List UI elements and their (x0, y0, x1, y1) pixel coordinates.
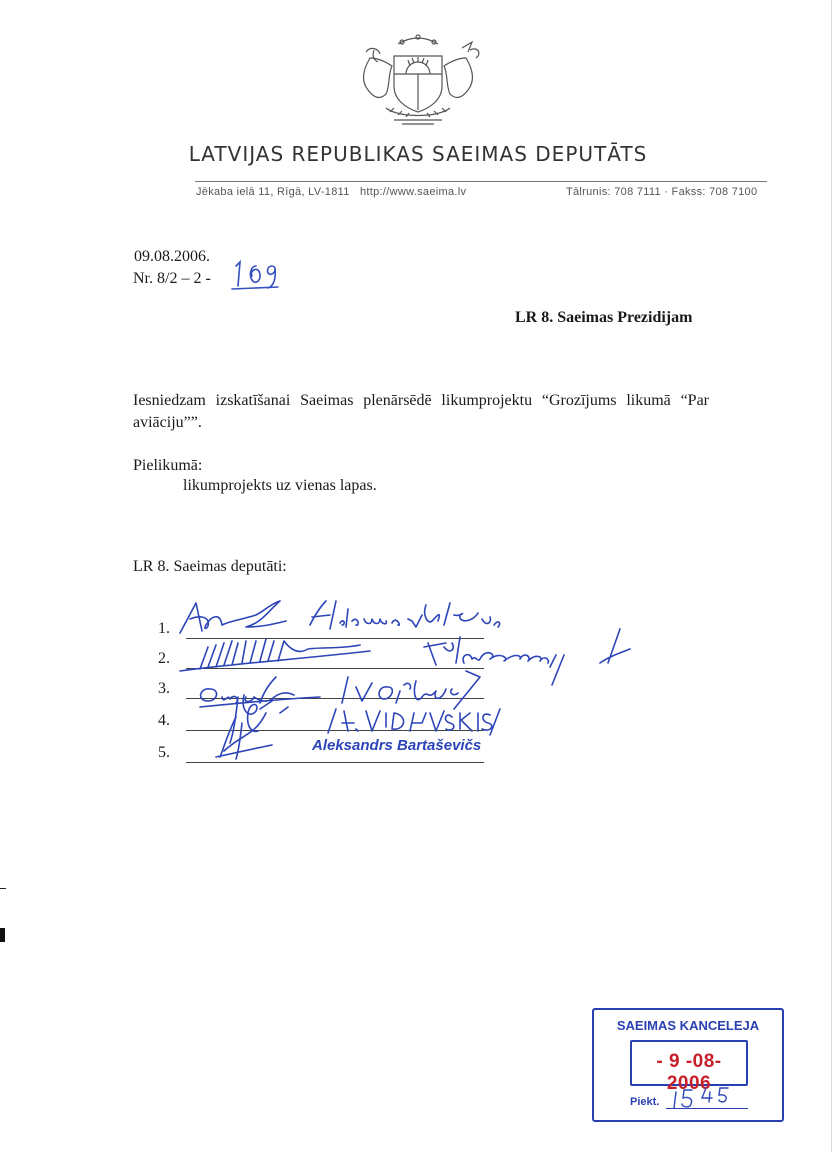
recipient-line: LR 8. Saeimas Prezidijam (515, 309, 693, 326)
letter-body: Iesniedzam izskatīšanai Saeimas plenārsēdē likumprojektu “Grozījums likumā “Par aviāciju””. (133, 392, 709, 431)
attachment-label: Pielikumā: (133, 457, 203, 474)
letter-number: Nr. 8/2 – 2 - (133, 270, 211, 287)
handwritten-letter-number (228, 258, 284, 292)
letterhead-phone-fax: Tālrunis: 708 7111 · Fakss: 708 7100 (566, 186, 758, 198)
letter-date: 09.08.2006. (134, 248, 210, 265)
signature-4-name (328, 709, 500, 735)
scan-right-edge (831, 0, 832, 1152)
signature-1-initials (180, 601, 286, 633)
stamp-number-label: Piekt. (630, 1096, 660, 1108)
stamp-date: - 9 -08- 2006 (656, 1051, 722, 1094)
letterhead-website: http://www.saeima.lv (360, 186, 467, 198)
signature-2-mark (180, 639, 370, 671)
scan-edge-mark (0, 928, 5, 942)
signature-2-name (424, 629, 630, 685)
stamp-date-box (630, 1040, 748, 1094)
typed-signatory-name: Aleksandrs Bartaševičs (312, 737, 482, 754)
signatories-label: LR 8. Saeimas deputāti: (133, 558, 287, 575)
registry-stamp (592, 1008, 784, 1122)
signature-number: 5. (158, 744, 170, 761)
signature-5-mark (216, 713, 272, 759)
stamp-handwritten-number (668, 1086, 738, 1110)
signature-number: 2. (158, 650, 170, 667)
signature-1-name (310, 601, 500, 629)
signature-number: 3. (158, 680, 170, 697)
latvia-coat-of-arms-icon (350, 28, 486, 128)
signature-number: 4. (158, 712, 170, 729)
letterhead-title: LATVIJAS REPUBLIKAS SAEIMAS DEPUTĀTS (188, 142, 648, 166)
stamp-title: SAEIMAS KANCELEJA (616, 1018, 760, 1033)
letterhead-divider (195, 181, 767, 182)
attachment-item: likumprojekts uz vienas lapas. (183, 477, 377, 494)
letterhead-address: Jēkaba ielā 11, Rīgā, LV-1811 (196, 186, 350, 198)
signature-number: 1. (158, 620, 170, 637)
signature-3-name (342, 671, 480, 709)
signature-3-mark (200, 677, 320, 707)
scan-edge-line (0, 888, 6, 889)
